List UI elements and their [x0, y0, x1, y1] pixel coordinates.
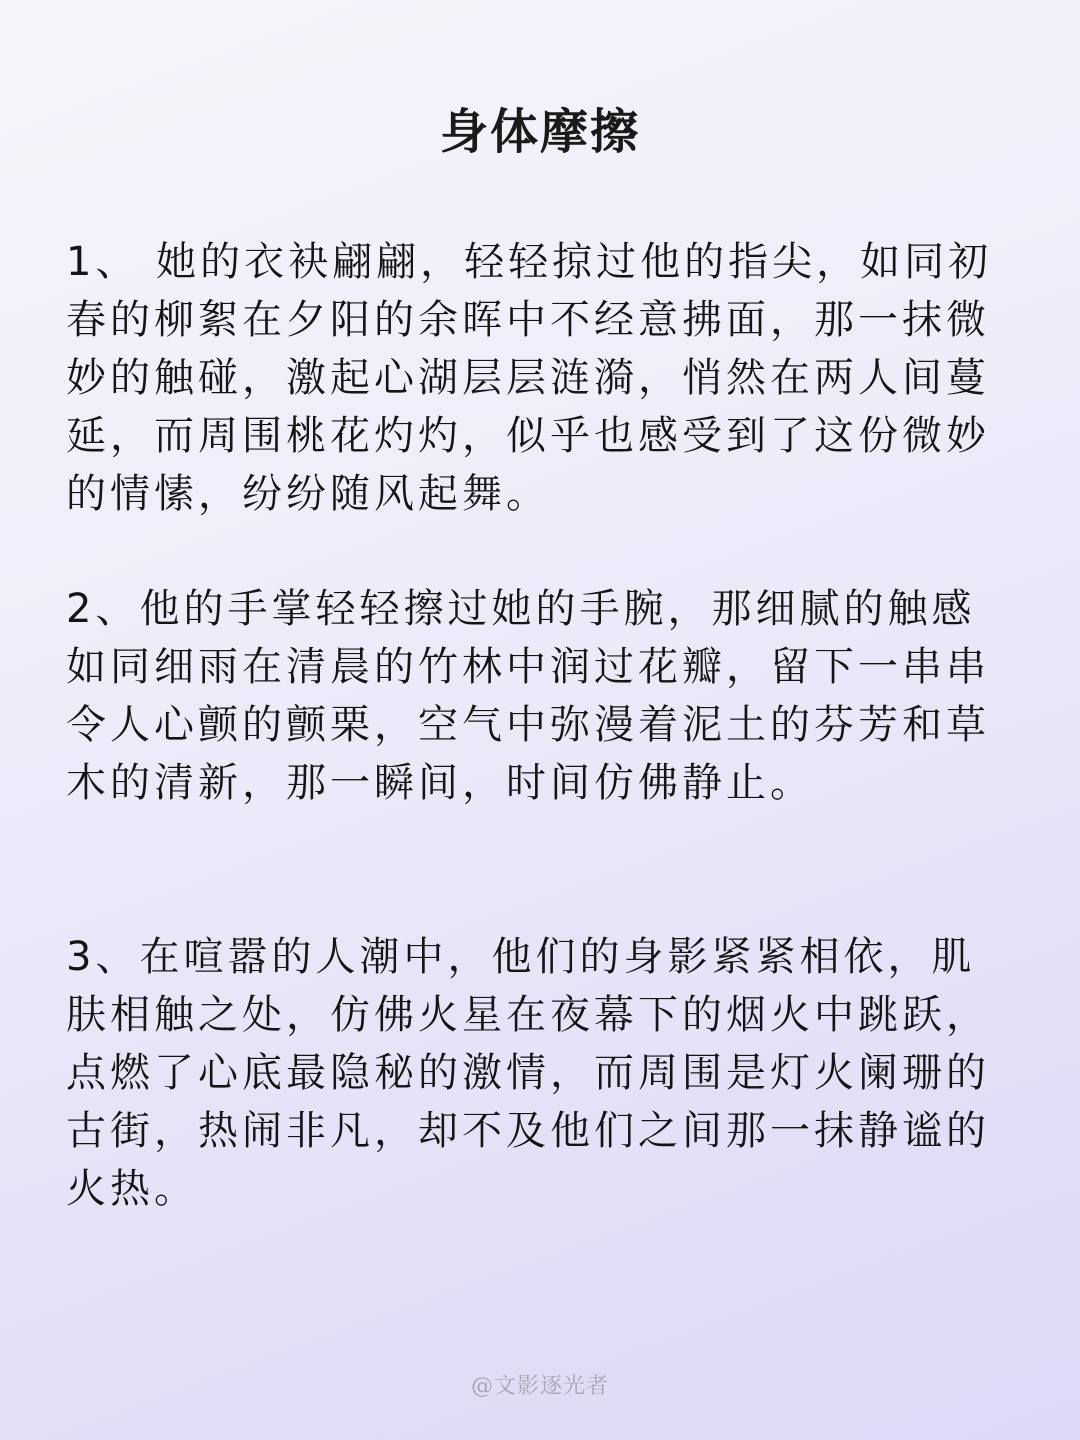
paragraph-3: 3、在喧嚣的人潮中，他们的身影紧紧相依，肌肤相触之处，仿佛火星在夜幕下的烟火中跳跃，点燃了心底最隐秘的激情，而周围是灯火阑珊的古街，热闹非凡，却不及他们之间那一抹静谧的火热。 [66, 934, 990, 1212]
paragraph-1: 1、 她的衣袂翩翩，轻轻掠过他的指尖，如同初春的柳絮在夕阳的余晖中不经意拂面，那一抹微妙的触碰，激起心湖层层涟漪，悄然在两人间蔓延，而周围桃花灼灼，似乎也感受到了这份微妙的情愫，纷纷随风起舞。 [66, 239, 993, 517]
paragraph-2: 2、他的手掌轻轻擦过她的手腕，那细腻的触感如同细雨在清晨的竹林中润过花瓣，留下一串串令人心颤的颤栗，空气中弥漫着泥土的芬芳和草木的清新，那一瞬间，时间仿佛静止。 [66, 586, 990, 806]
page-title: 身体摩擦 [439, 104, 640, 160]
author-watermark: @文影逐光者 [470, 1374, 609, 1399]
